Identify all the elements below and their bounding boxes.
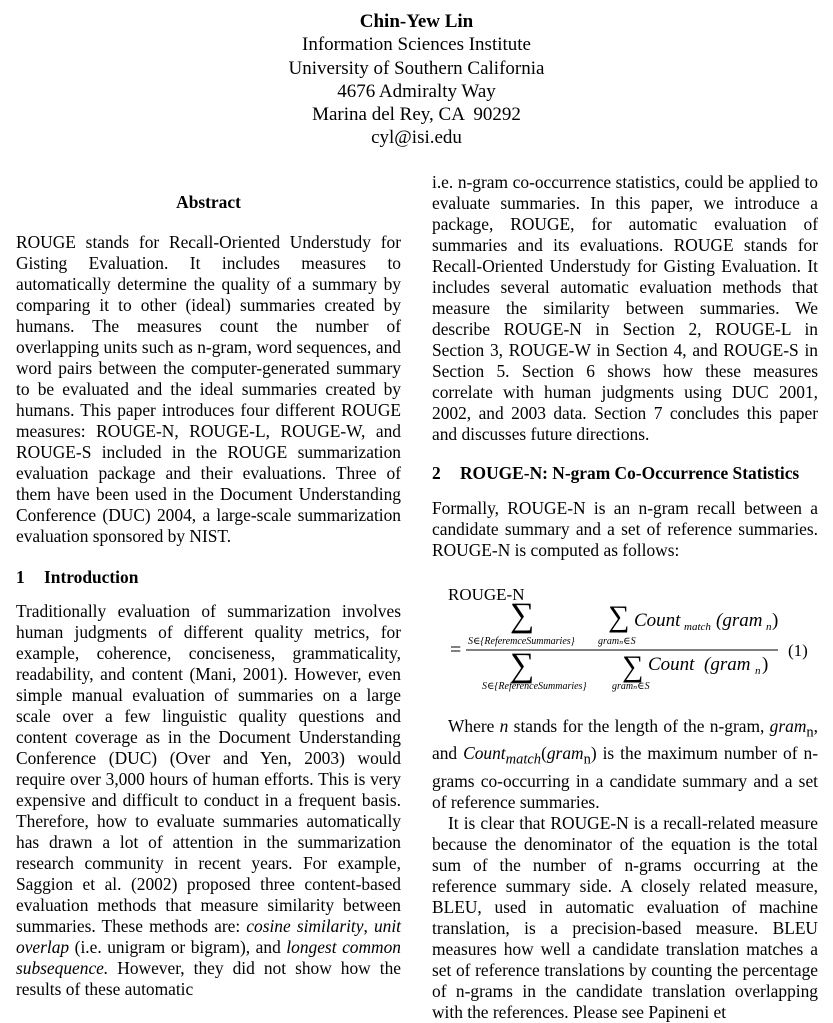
author-email: cyl@isi.edu <box>371 127 462 149</box>
where-b: stands for the length of the n-gram, <box>508 716 770 736</box>
where-count: Count <box>463 743 506 764</box>
section-1-title: Introduction <box>44 567 139 587</box>
eq-number: (1) <box>788 641 808 660</box>
eq-num-sub-inner: gramₙ∈S <box>598 636 636 647</box>
eq-num-sub-outer: S∈{ReferemceSummaries} <box>468 636 575 647</box>
rouge-n-equation <box>432 582 818 692</box>
author-name: Chin-Yew Lin <box>359 11 474 32</box>
eq-den-close: ) <box>762 654 769 675</box>
intro-text-1: Traditionally evaluation of summarization involves human judgments of different quality metrics, for example, coherence, conciseness, grammaticality, readability, and content (Mani, 2001). However, even simple manual evaluation of summaries on a large scale over a few linguistic quality questions and content coverage as in the Document Understanding Conference (DUC) (Over and Yen, 2003) would require over 3,000 hours of human efforts. This is very expensive and difficult to conduct in a frequent basis. Therefore, how to evaluate summaries automatically has drawn a lot of attention in the summarization research community in recent years. For example, Saggion et al. (2002) proposed three content-based evaluation methods that measure similarity between summaries. These methods are: <box>16 601 401 936</box>
where-gram2-sub: n <box>583 751 591 768</box>
abstract-body: ROUGE stands for Recall-Oriented Understudy for Gisting Evaluation. It includes measures to automatically determine the quality of a summary by comparing it to other (ideal) summaries created by humans. The measures count the number of overlapping units such as n-gram, word sequences, and word pairs between the computer-generated summary to be evaluated and the ideal summaries created by humans. This paper introduces four different ROUGE measures: ROUGE-N, ROUGE-L, ROUGE-W, and ROUGE-S included in the ROUGE summarization evaluation package and their evaluations. Three of them have been used in the Document Understanding Conference (DUC) 2004, a large-scale summarization evaluation sponsored by NIST. <box>16 232 401 546</box>
author-street: 4676 Admiralty Way <box>337 80 496 102</box>
section-2-title: ROUGE-N: N-gram Co-Occurrence Statistics <box>460 463 800 483</box>
where-c: , and <box>432 716 818 764</box>
author-university: University of Southern California <box>288 57 545 79</box>
eq-den-sub-inner: gramₙ∈S <box>612 681 650 692</box>
recall-paragraph: It is clear that ROUGE-N is a recall-related measure because the denominator of the equation is the total sum of the number of n-grams occurring at the reference summary side. A closely related measure, BLEU, used in automatic evaluation of machine translation, is a precision-based measure. BLEU measures how well a candidate translation matches a set of reference translations by counting the percentage of n-grams in the candidate translation overlapping with the references. Please see Papineni et <box>432 812 818 1022</box>
where-gram-sub: n <box>806 724 814 741</box>
intro-text-mid: (i.e. unigram or bigram), and <box>69 937 287 957</box>
term-cosine-similarity: cosine similarity <box>246 916 364 936</box>
eq-den-n: n <box>755 665 761 677</box>
author-affiliation: Information Sciences Institute <box>302 34 531 56</box>
intro-text-2: However, they did not show how the results of these automatic <box>16 958 401 999</box>
where-n: n <box>499 716 509 736</box>
where-d: ( <box>541 743 547 764</box>
section-2-heading <box>432 463 799 484</box>
eq-num-count: Count <box>634 610 681 631</box>
term-lcs: longest common subsequence. <box>16 937 401 978</box>
where-a: Where <box>448 716 500 736</box>
eq-lhs: ROUGE-N <box>448 585 525 604</box>
eq-num-sum-outer: ∑ <box>510 597 535 634</box>
eq-den-sub-outer: S∈{ReferenceSummaries} <box>482 681 587 692</box>
paper-header <box>0 10 833 150</box>
where-e: ) is the maximum number of n-grams co-occurring in a candidate summary and a set of reference summaries. <box>432 743 818 812</box>
eq-equals: = <box>450 639 462 661</box>
eq-num-close: ) <box>772 610 779 631</box>
section-2-intro: Formally, ROUGE-N is an n-gram recall between a candidate summary and a set of reference summaries. ROUGE-N is computed as follows: <box>432 498 818 560</box>
author-city: Marina del Rey, CA 90292 <box>312 104 521 126</box>
eq-num-n: n <box>766 621 772 633</box>
where-paragraph <box>432 716 818 813</box>
section-1-number: 1 <box>16 567 25 587</box>
section-1-heading <box>16 567 138 588</box>
section-2-number: 2 <box>432 463 441 483</box>
where-gram2: gram <box>546 743 584 764</box>
intro-continued: i.e. n-gram co-occurrence statistics, could be applied to evaluate summaries. In this paper, we introduce a package, ROUGE, for automatic evaluation of summaries and its evaluations. ROUGE stands for Recall-Oriented Understudy for Gisting Evaluation. It includes several automatic evaluation methods that measure the similarity between summaries. We describe ROUGE-N in Section 2, ROUGE-L in Section 3, ROUGE-W in Section 4, and ROUGE-S in Section 5. Section 6 shows how these measures correlate with human judgments using DUC 2001, 2002, and 2003 data. Section 7 concludes this paper and discusses future directions. <box>432 172 818 444</box>
eq-num-sum-inner: ∑ <box>608 600 630 633</box>
intro-sep: , <box>363 916 374 936</box>
eq-den-count: Count <box>648 654 695 675</box>
section-2-body <box>432 716 818 1023</box>
eq-num-count-sub: match <box>684 621 711 633</box>
term-unit-overlap: unit overlap <box>16 916 402 957</box>
eq-den-arg: (gram <box>704 654 751 675</box>
eq-num-arg: (gram <box>716 610 763 631</box>
abstract-title: Abstract <box>176 192 241 212</box>
where-gram: gram <box>769 716 807 736</box>
introduction-body <box>16 601 401 1000</box>
eq-den-sum-outer: ∑ <box>510 647 535 684</box>
eq-den-sum-inner: ∑ <box>622 650 644 683</box>
where-count-sub: match <box>505 751 542 768</box>
